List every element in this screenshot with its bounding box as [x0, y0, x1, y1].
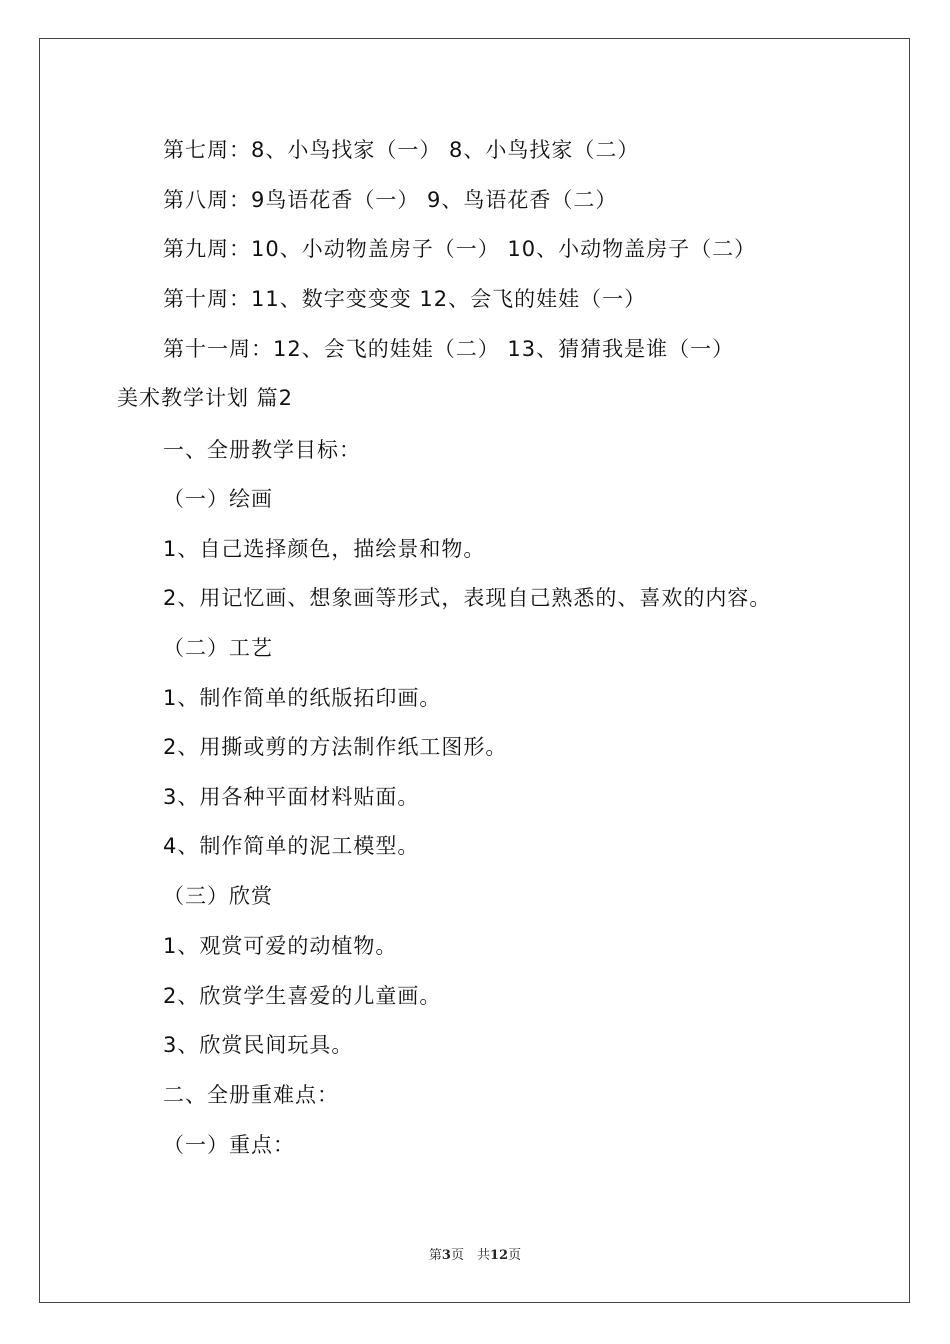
footer-mid: 页 共 — [450, 1248, 490, 1263]
craft-item-4: 4、制作简单的泥工模型。 — [163, 834, 420, 858]
subheading-craft: （二）工艺 — [163, 636, 273, 660]
schedule-week-8: 第八周：9鸟语花香（一） 9、鸟语花香（二） — [163, 188, 618, 212]
current-page-number: 3 — [441, 1248, 451, 1263]
schedule-week-9: 第九周：10、小动物盖房子（一） 10、小动物盖房子（二） — [163, 237, 757, 261]
craft-item-3: 3、用各种平面材料贴面。 — [163, 785, 420, 809]
subheading-appreciation: （三）欣赏 — [163, 884, 273, 908]
appreciation-item-3: 3、欣赏民间玩具。 — [163, 1033, 354, 1057]
schedule-week-7: 第七周：8、小鸟找家（一） 8、小鸟找家（二） — [163, 138, 640, 162]
page-footer — [0, 1247, 950, 1265]
footer-prefix: 第 — [428, 1248, 442, 1263]
drawing-item-2: 2、用记忆画、想象画等形式，表现自己熟悉的、喜欢的内容。 — [163, 586, 772, 610]
heading-goals: 一、全册教学目标： — [163, 438, 361, 462]
appreciation-item-2: 2、欣赏学生喜爱的儿童画。 — [163, 984, 442, 1008]
heading-key-points: 二、全册重难点： — [163, 1083, 339, 1107]
total-page-count: 12 — [489, 1248, 509, 1263]
subheading-focus: （一）重点： — [163, 1133, 295, 1157]
footer-suffix: 页 — [508, 1248, 522, 1263]
page-border — [39, 38, 910, 1303]
schedule-week-10: 第十周：11、数字变变变 12、会飞的娃娃（一） — [163, 287, 647, 311]
section-title: 美术教学计划 篇2 — [117, 386, 294, 410]
craft-item-1: 1、制作简单的纸版拓印画。 — [163, 686, 442, 710]
appreciation-item-1: 1、观赏可爱的动植物。 — [163, 934, 398, 958]
subheading-drawing: （一）绘画 — [163, 487, 273, 511]
schedule-week-11: 第十一周：12、会飞的娃娃（二） 13、猜猜我是谁（一） — [163, 337, 735, 361]
craft-item-2: 2、用撕或剪的方法制作纸工图形。 — [163, 735, 508, 759]
drawing-item-1: 1、自己选择颜色，描绘景和物。 — [163, 537, 486, 561]
